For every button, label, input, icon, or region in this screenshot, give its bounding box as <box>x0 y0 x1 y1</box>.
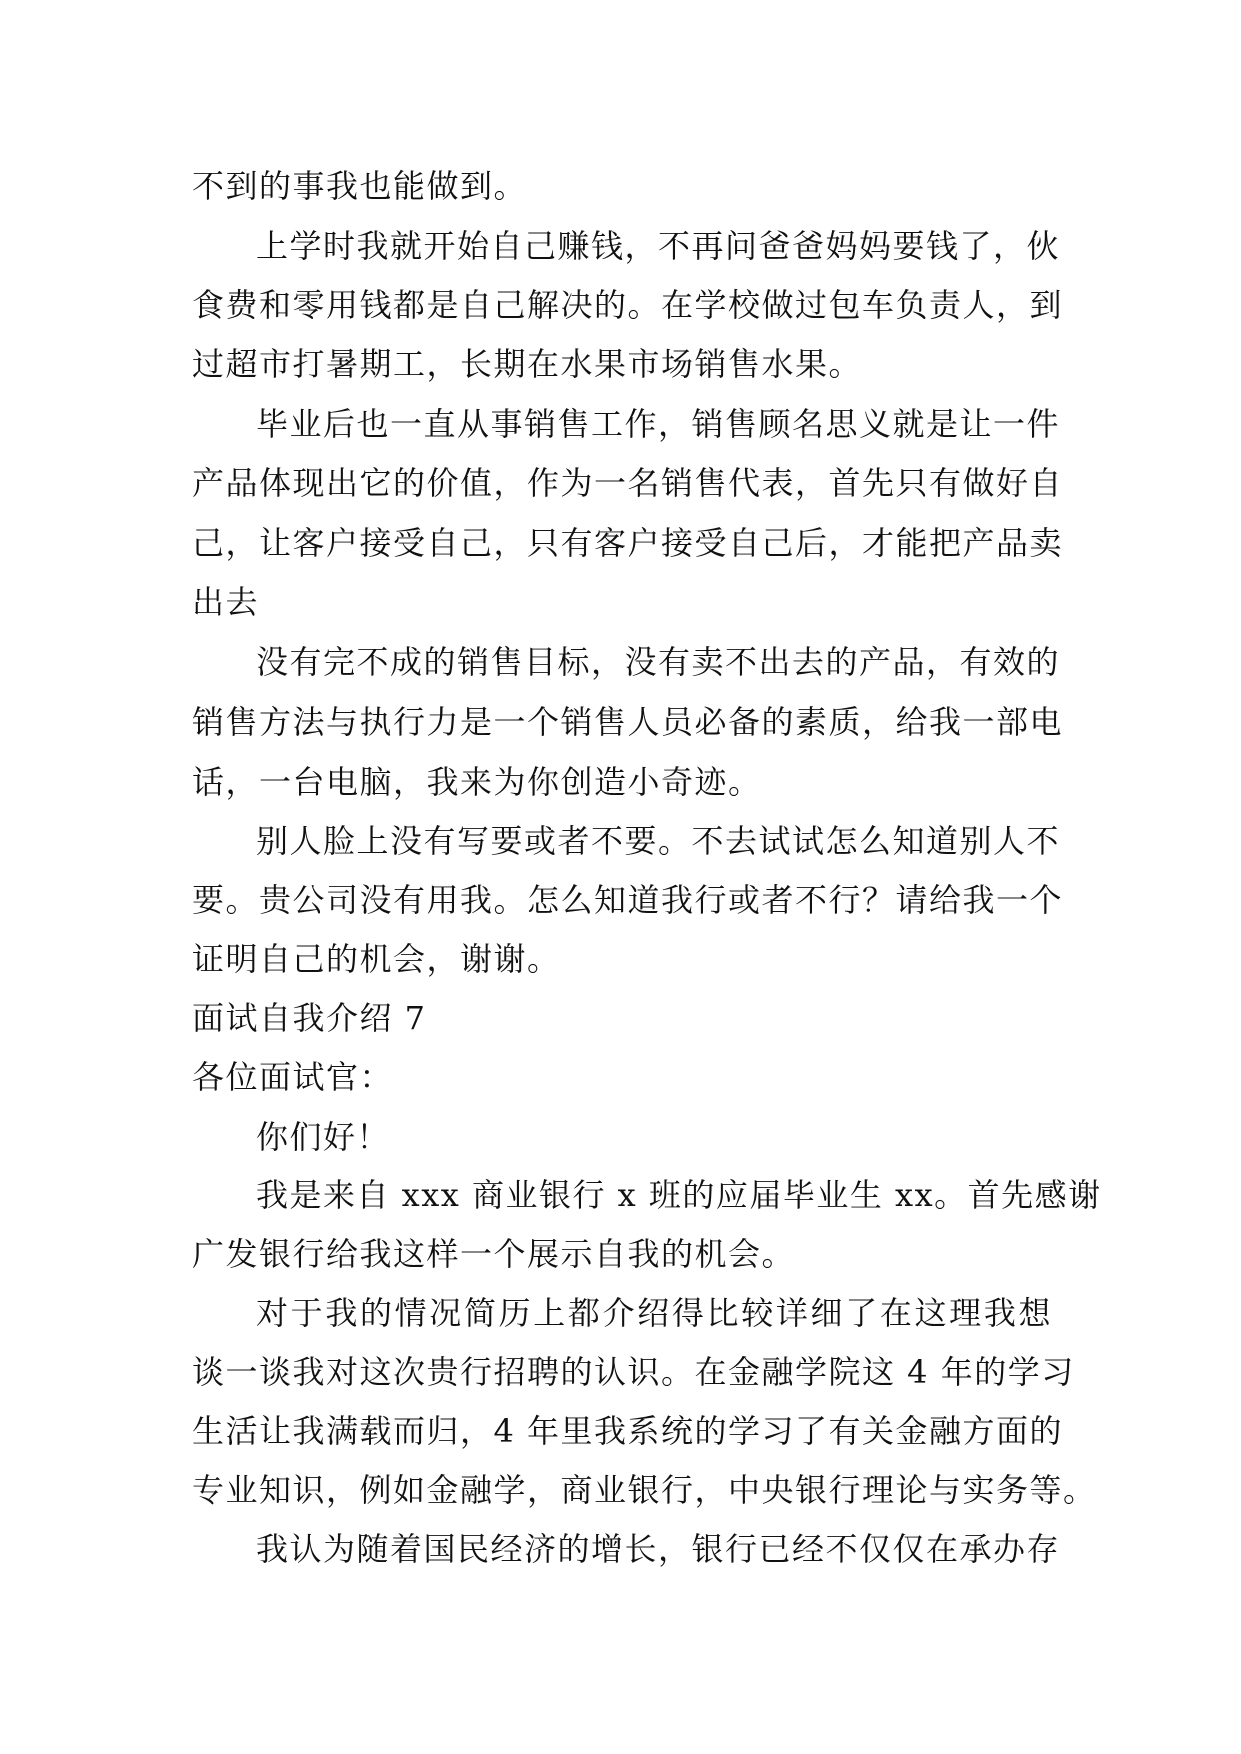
salutation: 各位面试官： <box>192 1058 394 1096</box>
text-line: 我是来自 xxx 商业银行 x 班的应届毕业生 xx。首先感谢 <box>256 1176 1102 1214</box>
text-line: 广发银行给我这样一个展示自我的机会。 <box>192 1235 796 1273</box>
text-line: 过超市打暑期工，长期在水果市场销售水果。 <box>192 345 863 383</box>
section-heading: 面试自我介绍 7 <box>192 999 427 1037</box>
text-line: 毕业后也一直从事销售工作，销售顾名思义就是让一件 <box>256 405 1061 443</box>
text-line: 不到的事我也能做到。 <box>192 167 528 205</box>
text-line: 没有完不成的销售目标，没有卖不出去的产品，有效的 <box>256 643 1061 681</box>
text-line: 你们好！ <box>256 1118 391 1156</box>
text-line: 谈一谈我对这次贵行招聘的认识。在金融学院这 4 年的学习 <box>192 1353 1075 1391</box>
text-line: 上学时我就开始自己赚钱，不再问爸爸妈妈要钱了，伙 <box>256 227 1061 265</box>
text-line: 话，一台电脑，我来为你创造小奇迹。 <box>192 763 762 801</box>
text-line: 证明自己的机会，谢谢。 <box>192 940 561 978</box>
text-line: 专业知识，例如金融学，商业银行，中央银行理论与实务等。 <box>192 1471 1097 1509</box>
text-line: 对于我的情况简历上都介绍得比较详细了在这理我想 <box>256 1294 1052 1332</box>
text-line: 要。贵公司没有用我。怎么知道我行或者不行？请给我一个 <box>192 881 1064 919</box>
text-line: 我认为随着国民经济的增长，银行已经不仅仅在承办存 <box>256 1530 1061 1568</box>
text-line: 销售方法与执行力是一个销售人员必备的素质，给我一部电 <box>192 703 1064 741</box>
text-line: 产品体现出它的价值，作为一名销售代表，首先只有做好自 <box>192 464 1064 502</box>
text-line: 出去 <box>192 583 260 621</box>
text-line: 己，让客户接受自己，只有客户接受自己后，才能把产品卖 <box>192 524 1064 562</box>
text-line: 生活让我满载而归，4 年里我系统的学习了有关金融方面的 <box>192 1412 1064 1450</box>
text-line: 别人脸上没有写要或者不要。不去试试怎么知道别人不 <box>256 822 1061 860</box>
text-line: 食费和零用钱都是自己解决的。在学校做过包车负责人，到 <box>192 286 1064 324</box>
